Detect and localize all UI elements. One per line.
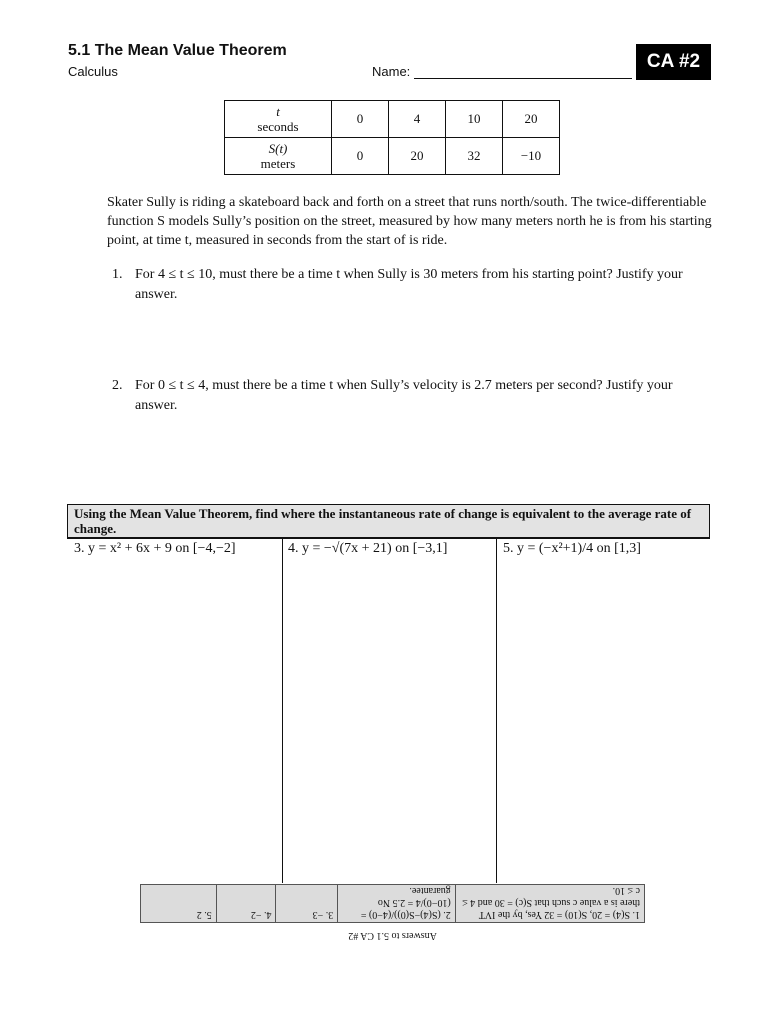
name-label: Name: [372, 64, 411, 79]
problem-intro: Skater Sully is riding a skateboard back and forth on a street that runs north/south. The twice-differentiable function S models Sully’s position on the street, measured by how many meters north he is from his starting point, at time t, measured in seconds from the start of is ride. [107, 195, 712, 248]
answer-key [140, 884, 645, 941]
position-table [224, 100, 560, 175]
answer-5: 5. 2 [196, 909, 212, 920]
table-cell: 20 [389, 138, 446, 175]
time-variable: t [276, 104, 280, 119]
question-number: 2. [112, 378, 123, 393]
question-1 [112, 265, 712, 305]
name-field-line[interactable] [414, 78, 632, 79]
problem-text: y = (−x²+1)/4 on [1,3] [517, 541, 641, 556]
table-header-cell [225, 101, 332, 138]
table-header-cell [225, 138, 332, 175]
problem-4 [288, 541, 447, 557]
table-cell: 0 [332, 101, 389, 138]
problem-text: y = −√(7x + 21) on [−3,1] [302, 541, 448, 556]
divider [67, 538, 710, 539]
problem-number: 4. [288, 541, 299, 556]
answer-key-title: Answers to 5.1 CA #2 [348, 930, 437, 941]
position-unit: meters [260, 156, 296, 171]
question-text: For 4 ≤ t ≤ 10, must there be a time t when Sully is 30 meters from his starting point? Justify your answer. [135, 267, 683, 302]
table-cell: 4 [389, 101, 446, 138]
column-divider [496, 538, 497, 883]
position-variable: S(t) [268, 141, 288, 156]
problem-number: 3. [74, 541, 85, 556]
mvt-instructions: Using the Mean Value Theorem, find where the instantaneous rate of change is equivalent to the average rate of change. [67, 504, 710, 538]
problem-number: 5. [503, 541, 514, 556]
question-2 [112, 376, 712, 416]
page-title: 5.1 The Mean Value Theorem [68, 42, 287, 59]
table-row [225, 138, 560, 175]
answer-4: 4. −2 [216, 885, 276, 922]
table-row [225, 101, 560, 138]
answer-key-box [140, 884, 645, 923]
assignment-badge: CA #2 [636, 44, 711, 80]
question-number: 1. [112, 267, 123, 282]
problem-text: y = x² + 6x + 9 on [−4,−2] [88, 541, 236, 556]
answer-1: 1. S(4) = 20, S(10) = 32 Yes, by the IVT there is a value c such that S(c) = 30 and 4 ≤ c ≤ 10. [455, 885, 644, 922]
question-text: For 0 ≤ t ≤ 4, must there be a time t when Sully’s velocity is 2.7 meters per second? Justify your answer. [135, 378, 673, 413]
time-unit: seconds [257, 119, 299, 134]
course-label: Calculus [68, 64, 118, 79]
problem-5 [503, 541, 641, 557]
problem-3 [74, 541, 236, 557]
table-cell: −10 [503, 138, 560, 175]
table-cell: 10 [446, 101, 503, 138]
table-cell: 0 [332, 138, 389, 175]
table-cell: 32 [446, 138, 503, 175]
answer-3: 3. −3 [275, 885, 337, 922]
column-divider [282, 538, 283, 883]
table-cell: 20 [503, 101, 560, 138]
answer-2: 2. (S(4)−S(0))/(4−0) = (10−0)/4 = 2.5 No guarantee. [337, 885, 455, 922]
